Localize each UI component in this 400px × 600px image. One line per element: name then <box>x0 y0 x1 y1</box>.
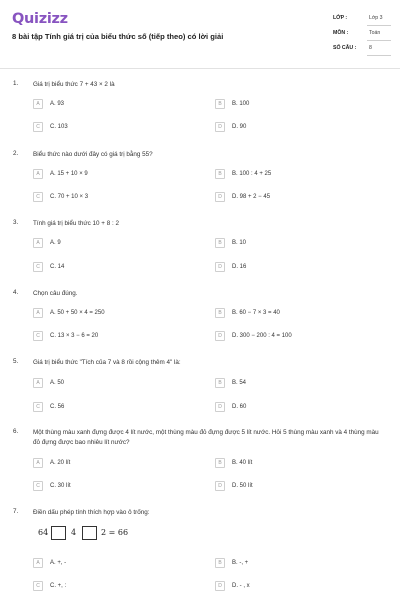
question-text: Biểu thức nào dưới đây có giá trị bằng 55? <box>33 151 153 158</box>
option-letter-box: B <box>215 238 225 248</box>
option-letter-box: C <box>33 262 43 272</box>
option-b[interactable] <box>215 308 375 319</box>
option-text: B. 60 − 7 × 3 = 40 <box>232 309 280 316</box>
option-a[interactable] <box>33 238 193 249</box>
option-a[interactable] <box>33 308 193 319</box>
blank-box[interactable] <box>51 526 66 540</box>
option-letter-box: A <box>33 378 43 388</box>
option-text: C. 13 × 3 − 6 = 20 <box>50 332 99 339</box>
expr-operand: 4 <box>71 528 77 537</box>
option-a[interactable] <box>33 558 193 569</box>
question-number: 2. <box>13 150 19 157</box>
option-letter-box: B <box>215 308 225 318</box>
option-d[interactable] <box>215 481 375 492</box>
option-text: D. 300 − 200 : 4 = 100 <box>232 332 292 339</box>
question-number: 4. <box>13 289 19 296</box>
question-number: 5. <box>13 358 19 365</box>
option-a[interactable] <box>33 378 193 389</box>
option-d[interactable] <box>215 331 375 342</box>
question-number: 7. <box>13 508 19 515</box>
option-text: D. 98 + 2 − 45 <box>232 193 271 200</box>
option-text: B. 10 <box>232 239 247 246</box>
blank-box[interactable] <box>82 526 97 540</box>
option-d[interactable] <box>215 402 375 413</box>
option-c[interactable] <box>33 581 193 592</box>
option-text: B. -, + <box>232 559 249 566</box>
option-letter-box: A <box>33 558 43 568</box>
header-divider <box>0 68 400 69</box>
option-text: C. +, : <box>50 582 67 589</box>
meta-value: Toán <box>369 30 381 36</box>
option-text: A. 50 + 50 × 4 = 250 <box>50 309 105 316</box>
expr-result: 2 = 66 <box>101 528 129 537</box>
option-text: D. 60 <box>232 403 247 410</box>
worksheet-meta <box>333 12 391 57</box>
option-text: A. 93 <box>50 100 65 107</box>
option-letter-box: A <box>33 308 43 318</box>
option-text: A. +, - <box>50 559 67 566</box>
option-letter-box: D <box>215 402 225 412</box>
option-letter-box: B <box>215 99 225 109</box>
meta-row-subject <box>333 27 391 42</box>
option-text: D. 90 <box>232 123 247 130</box>
option-letter-box: A <box>33 458 43 468</box>
option-b[interactable] <box>215 558 375 569</box>
option-b[interactable] <box>215 99 375 110</box>
option-text: A. 50 <box>50 379 65 386</box>
option-letter-box: C <box>33 402 43 412</box>
option-text: B. 100 : 4 + 25 <box>232 170 272 177</box>
worksheet-header <box>0 0 400 68</box>
option-letter-box: A <box>33 169 43 179</box>
meta-underline <box>367 55 391 56</box>
option-text: C. 103 <box>50 123 68 130</box>
quizizz-logo: Quizizz <box>12 11 68 27</box>
question-number: 6. <box>13 428 19 435</box>
option-letter-box: C <box>33 192 43 202</box>
option-letter-box: A <box>33 99 43 109</box>
question-number: 3. <box>13 219 19 226</box>
option-d[interactable] <box>215 192 375 203</box>
meta-label: LỚP : <box>333 15 348 21</box>
option-letter-box: B <box>215 378 225 388</box>
option-c[interactable] <box>33 192 193 203</box>
meta-label: SỐ CÂU : <box>333 45 357 51</box>
question-number: 1. <box>13 80 19 87</box>
option-a[interactable] <box>33 458 193 469</box>
question-text: Một thùng màu xanh đựng được 4 lít nước, một thùng màu đỏ đựng được 5 lít nước. Hỏi 5 thùng màu xanh và 4 thùng màu đỏ đựng được bao nhiêu lít nước? <box>33 429 379 446</box>
option-letter-box: B <box>215 169 225 179</box>
meta-row-grade <box>333 12 391 27</box>
option-text: D. 50 lít <box>232 482 253 489</box>
meta-label: MÔN : <box>333 30 349 36</box>
question-text: Điền dấu phép tính thích hợp vào ô trống: <box>33 509 150 516</box>
option-c[interactable] <box>33 402 193 413</box>
option-a[interactable] <box>33 99 193 110</box>
meta-row-count <box>333 42 391 57</box>
option-text: B. 40 lít <box>232 459 253 466</box>
option-c[interactable] <box>33 122 193 133</box>
option-a[interactable] <box>33 169 193 180</box>
option-letter-box: C <box>33 581 43 591</box>
option-b[interactable] <box>215 238 375 249</box>
option-text: A. 9 <box>50 239 61 246</box>
option-text: C. 14 <box>50 263 65 270</box>
option-letter-box: D <box>215 262 225 272</box>
option-c[interactable] <box>33 481 193 492</box>
option-letter-box: C <box>33 481 43 491</box>
option-b[interactable] <box>215 458 375 469</box>
option-text: C. 30 lít <box>50 482 71 489</box>
option-text: A. 20 lít <box>50 459 71 466</box>
option-letter-box: D <box>215 581 225 591</box>
option-text: D. 16 <box>232 263 247 270</box>
option-b[interactable] <box>215 378 375 389</box>
expr-operand: 64 <box>38 528 49 537</box>
option-d[interactable] <box>215 581 375 592</box>
option-b[interactable] <box>215 169 375 180</box>
option-letter-box: A <box>33 238 43 248</box>
meta-value: Lớp 3 <box>369 15 383 21</box>
option-letter-box: B <box>215 558 225 568</box>
meta-underline <box>367 40 391 41</box>
option-d[interactable] <box>215 262 375 273</box>
option-text: D. - , x <box>232 582 250 589</box>
meta-value: 8 <box>369 45 372 51</box>
question-text: Chọn câu đúng. <box>33 290 78 297</box>
option-c[interactable] <box>33 331 193 342</box>
option-letter-box: D <box>215 192 225 202</box>
option-letter-box: D <box>215 481 225 491</box>
option-letter-box: C <box>33 331 43 341</box>
option-d[interactable] <box>215 122 375 133</box>
meta-underline <box>367 25 391 26</box>
option-text: C. 70 + 10 × 3 <box>50 193 89 200</box>
option-letter-box: C <box>33 122 43 132</box>
question-text: Giá trị biểu thức 7 + 43 × 2 là <box>33 81 115 88</box>
option-text: B. 54 <box>232 379 247 386</box>
option-letter-box: D <box>215 122 225 132</box>
page-title: 8 bài tập Tính giá trị của biểu thức số (tiếp theo) có lời giải <box>12 32 224 41</box>
option-letter-box: B <box>215 458 225 468</box>
option-c[interactable] <box>33 262 193 273</box>
option-text: B. 100 <box>232 100 250 107</box>
question-text: Giá trị biểu thức "Tích của 7 và 8 rồi cộng thêm 4" là: <box>33 359 181 366</box>
question-text: Tính giá trị biểu thức 10 + 8 : 2 <box>33 220 119 227</box>
option-text: A. 15 + 10 × 9 <box>50 170 88 177</box>
option-letter-box: D <box>215 331 225 341</box>
option-text: C. 56 <box>50 403 65 410</box>
